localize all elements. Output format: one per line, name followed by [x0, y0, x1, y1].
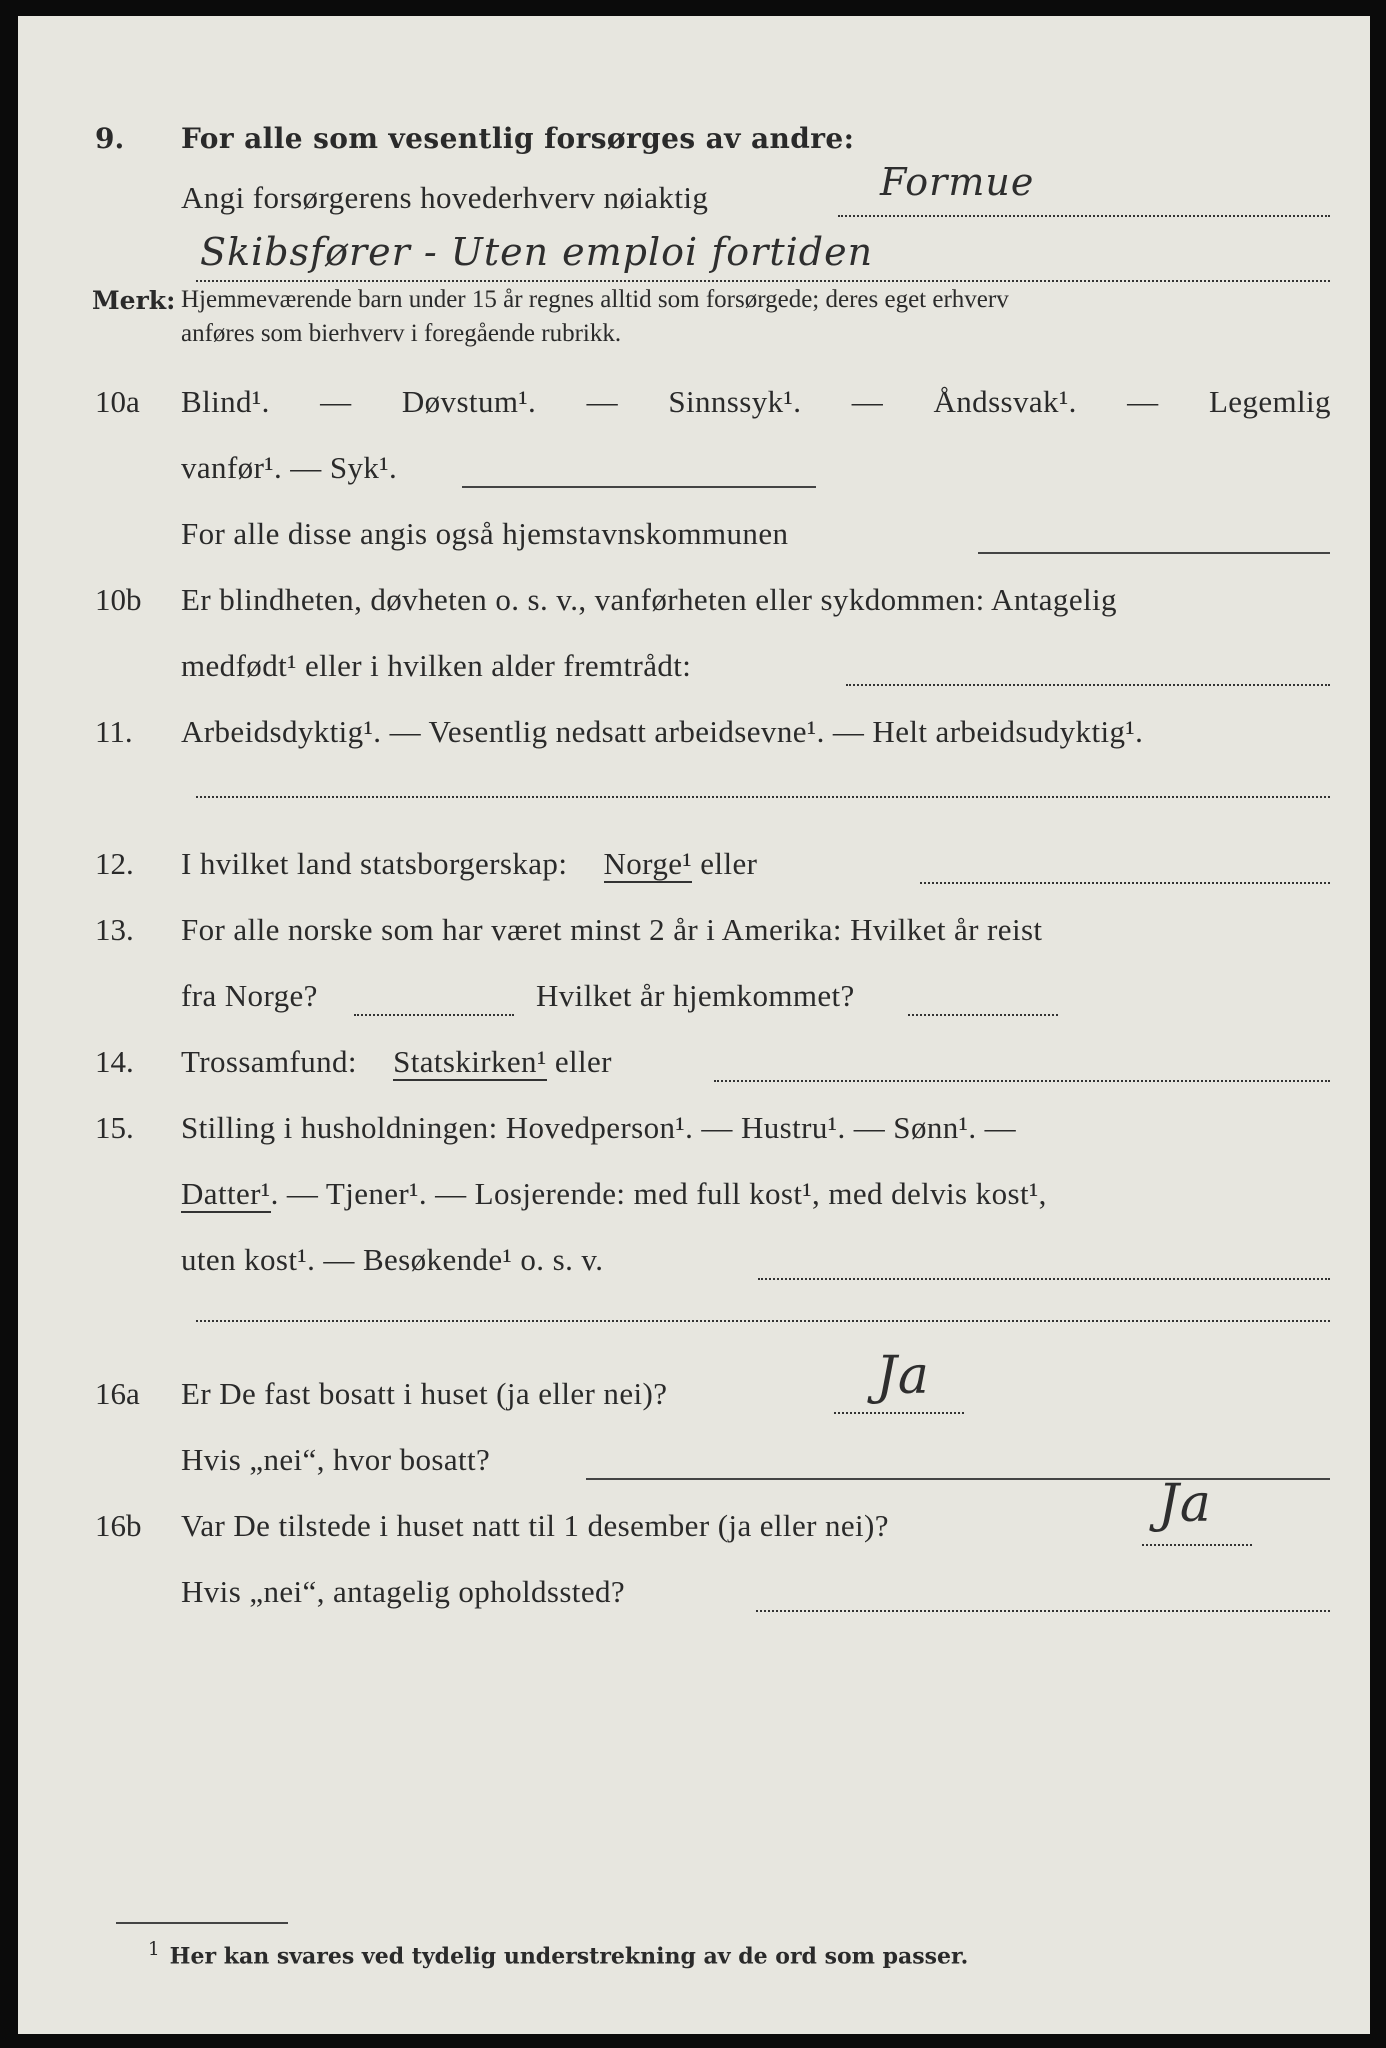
question-13-line2 [18, 968, 1370, 1028]
note-text: Hjemmeværende barn under 15 år regnes alltid som forsørgede; deres eget erhverv [181, 286, 1009, 313]
question-10b [18, 572, 1370, 632]
underlined-option: Norge¹ [603, 846, 693, 881]
question-text: Angi forsørgerens hovederhverv nøiaktig [181, 180, 709, 215]
question-number: 10a [95, 384, 140, 419]
dash: — [851, 384, 884, 419]
answer-line [838, 215, 1330, 217]
question-number: 11. [95, 714, 133, 749]
option-legemlig: Legemlig [1208, 384, 1331, 419]
option-andssvak: Åndssvak¹. [933, 384, 1077, 419]
question-text: Var De tilstede i huset natt til 1 desember (ja eller nei)? [181, 1508, 889, 1543]
question-9 [18, 108, 1370, 168]
question-label: Trossamfund: [181, 1044, 357, 1079]
answer-line [978, 552, 1330, 554]
question-10b-line2 [18, 638, 1370, 698]
question-number: 15. [95, 1110, 134, 1145]
question-text: fra Norge? [181, 978, 318, 1013]
footnote-text: Her kan svares ved tydelig understrekning av de ord som passer. [169, 1943, 969, 1970]
question-11 [18, 704, 1370, 764]
question-label: I hvilket land statsborgerskap: [181, 846, 568, 881]
question-15-line2 [18, 1166, 1370, 1226]
question-text: Hvilket år hjemkommet? [536, 978, 855, 1013]
question-number: 12. [95, 846, 134, 881]
question-text [181, 384, 1331, 420]
answer-line [1142, 1544, 1252, 1546]
question-number: 10b [95, 582, 142, 617]
question-label: eller [700, 846, 758, 881]
answer-line [758, 1278, 1330, 1280]
question-16b [18, 1474, 1370, 1558]
answer-line [908, 1014, 1058, 1016]
question-13 [18, 902, 1370, 962]
question-text: Stilling i husholdningen: Hovedperson¹. — Hustru¹. — Sønn¹. — [181, 1110, 1017, 1145]
answer-line [920, 882, 1330, 884]
question-text: For alle disse angis også hjemstavnskommunen [181, 516, 789, 551]
footnote-mark: 1 [148, 1939, 160, 1960]
answer-line [462, 486, 816, 488]
dash: — [1127, 384, 1159, 419]
handwritten-answer: Ja [1158, 1474, 1212, 1534]
note-text: anføres som bierhverv i foregående rubrikk. [181, 320, 622, 347]
question-number: 16a [95, 1376, 140, 1411]
handwritten-answer: Ja [876, 1346, 930, 1406]
question-label: . — Tjener¹. — Losjerende: med full kost¹, med delvis kost¹, [270, 1176, 1047, 1211]
question-text: Er blindheten, døvheten o. s. v., vanførheten eller sykdommen: Antagelig [181, 582, 1117, 617]
question-16b-line2 [18, 1564, 1370, 1624]
question-16a [18, 1346, 1370, 1426]
question-14 [18, 1034, 1370, 1094]
question-title: For alle som vesentlig forsørges av andre: [181, 122, 855, 155]
question-text [181, 1176, 1047, 1212]
question-15 [18, 1100, 1370, 1160]
question-number: 14. [95, 1044, 134, 1079]
question-text: Arbeidsdyktig¹. — Vesentlig nedsatt arbeidsevne¹. — Helt arbeidsudyktig¹. [181, 714, 1144, 749]
handwritten-answer: Formue [880, 160, 1035, 204]
answer-line [756, 1610, 1330, 1612]
question-12 [18, 836, 1370, 896]
note-label: Merk: [92, 286, 176, 315]
footnote [148, 1939, 968, 1969]
question-10a [18, 374, 1370, 434]
question-10a-line2 [18, 440, 1370, 500]
footnote-rule [116, 1922, 288, 1924]
answer-line [196, 796, 1330, 798]
answer-line [196, 280, 1330, 282]
question-text: For alle norske som har været minst 2 år i Amerika: Hvilket år reist [181, 912, 1043, 947]
underlined-option: Statskirken¹ [393, 1044, 547, 1079]
answer-line [834, 1412, 964, 1414]
question-text: uten kost¹. — Besøkende¹ o. s. v. [181, 1242, 604, 1277]
option-dovstum: Døvstum¹. [401, 384, 537, 419]
question-text [181, 846, 757, 882]
question-label: eller [554, 1044, 612, 1079]
question-number: 13. [95, 912, 134, 947]
option-blind: Blind¹. [181, 384, 270, 419]
answer-line [354, 1014, 514, 1016]
question-text: medfødt¹ eller i hvilken alder fremtrådt: [181, 648, 692, 683]
dash: — [320, 384, 352, 419]
answer-line [196, 1320, 1330, 1322]
question-text: vanfør¹. — Syk¹. [181, 450, 398, 485]
answer-line [714, 1080, 1330, 1082]
question-text: Hvis „nei“, antagelig opholdssted? [181, 1574, 626, 1609]
question-text: Er De fast bosatt i huset (ja eller nei)? [181, 1376, 668, 1411]
question-text: Hvis „nei“, hvor bosatt? [181, 1442, 491, 1477]
question-9-line2 [18, 160, 1370, 230]
question-10a-line3 [18, 506, 1370, 566]
dash: — [586, 384, 618, 419]
question-number: 9. [95, 122, 125, 155]
underlined-option: Datter¹ [181, 1176, 271, 1211]
option-sinnssyk: Sinnssyk¹. [668, 384, 802, 419]
question-9-line3 [18, 230, 1370, 290]
census-form-page [18, 16, 1370, 2034]
question-text [181, 1044, 612, 1080]
handwritten-answer: Skibsfører - Uten emploi fortiden [200, 230, 874, 274]
answer-line [846, 684, 1330, 686]
question-15-line3 [18, 1232, 1370, 1292]
answer-line [586, 1478, 1330, 1480]
question-number: 16b [95, 1508, 142, 1543]
